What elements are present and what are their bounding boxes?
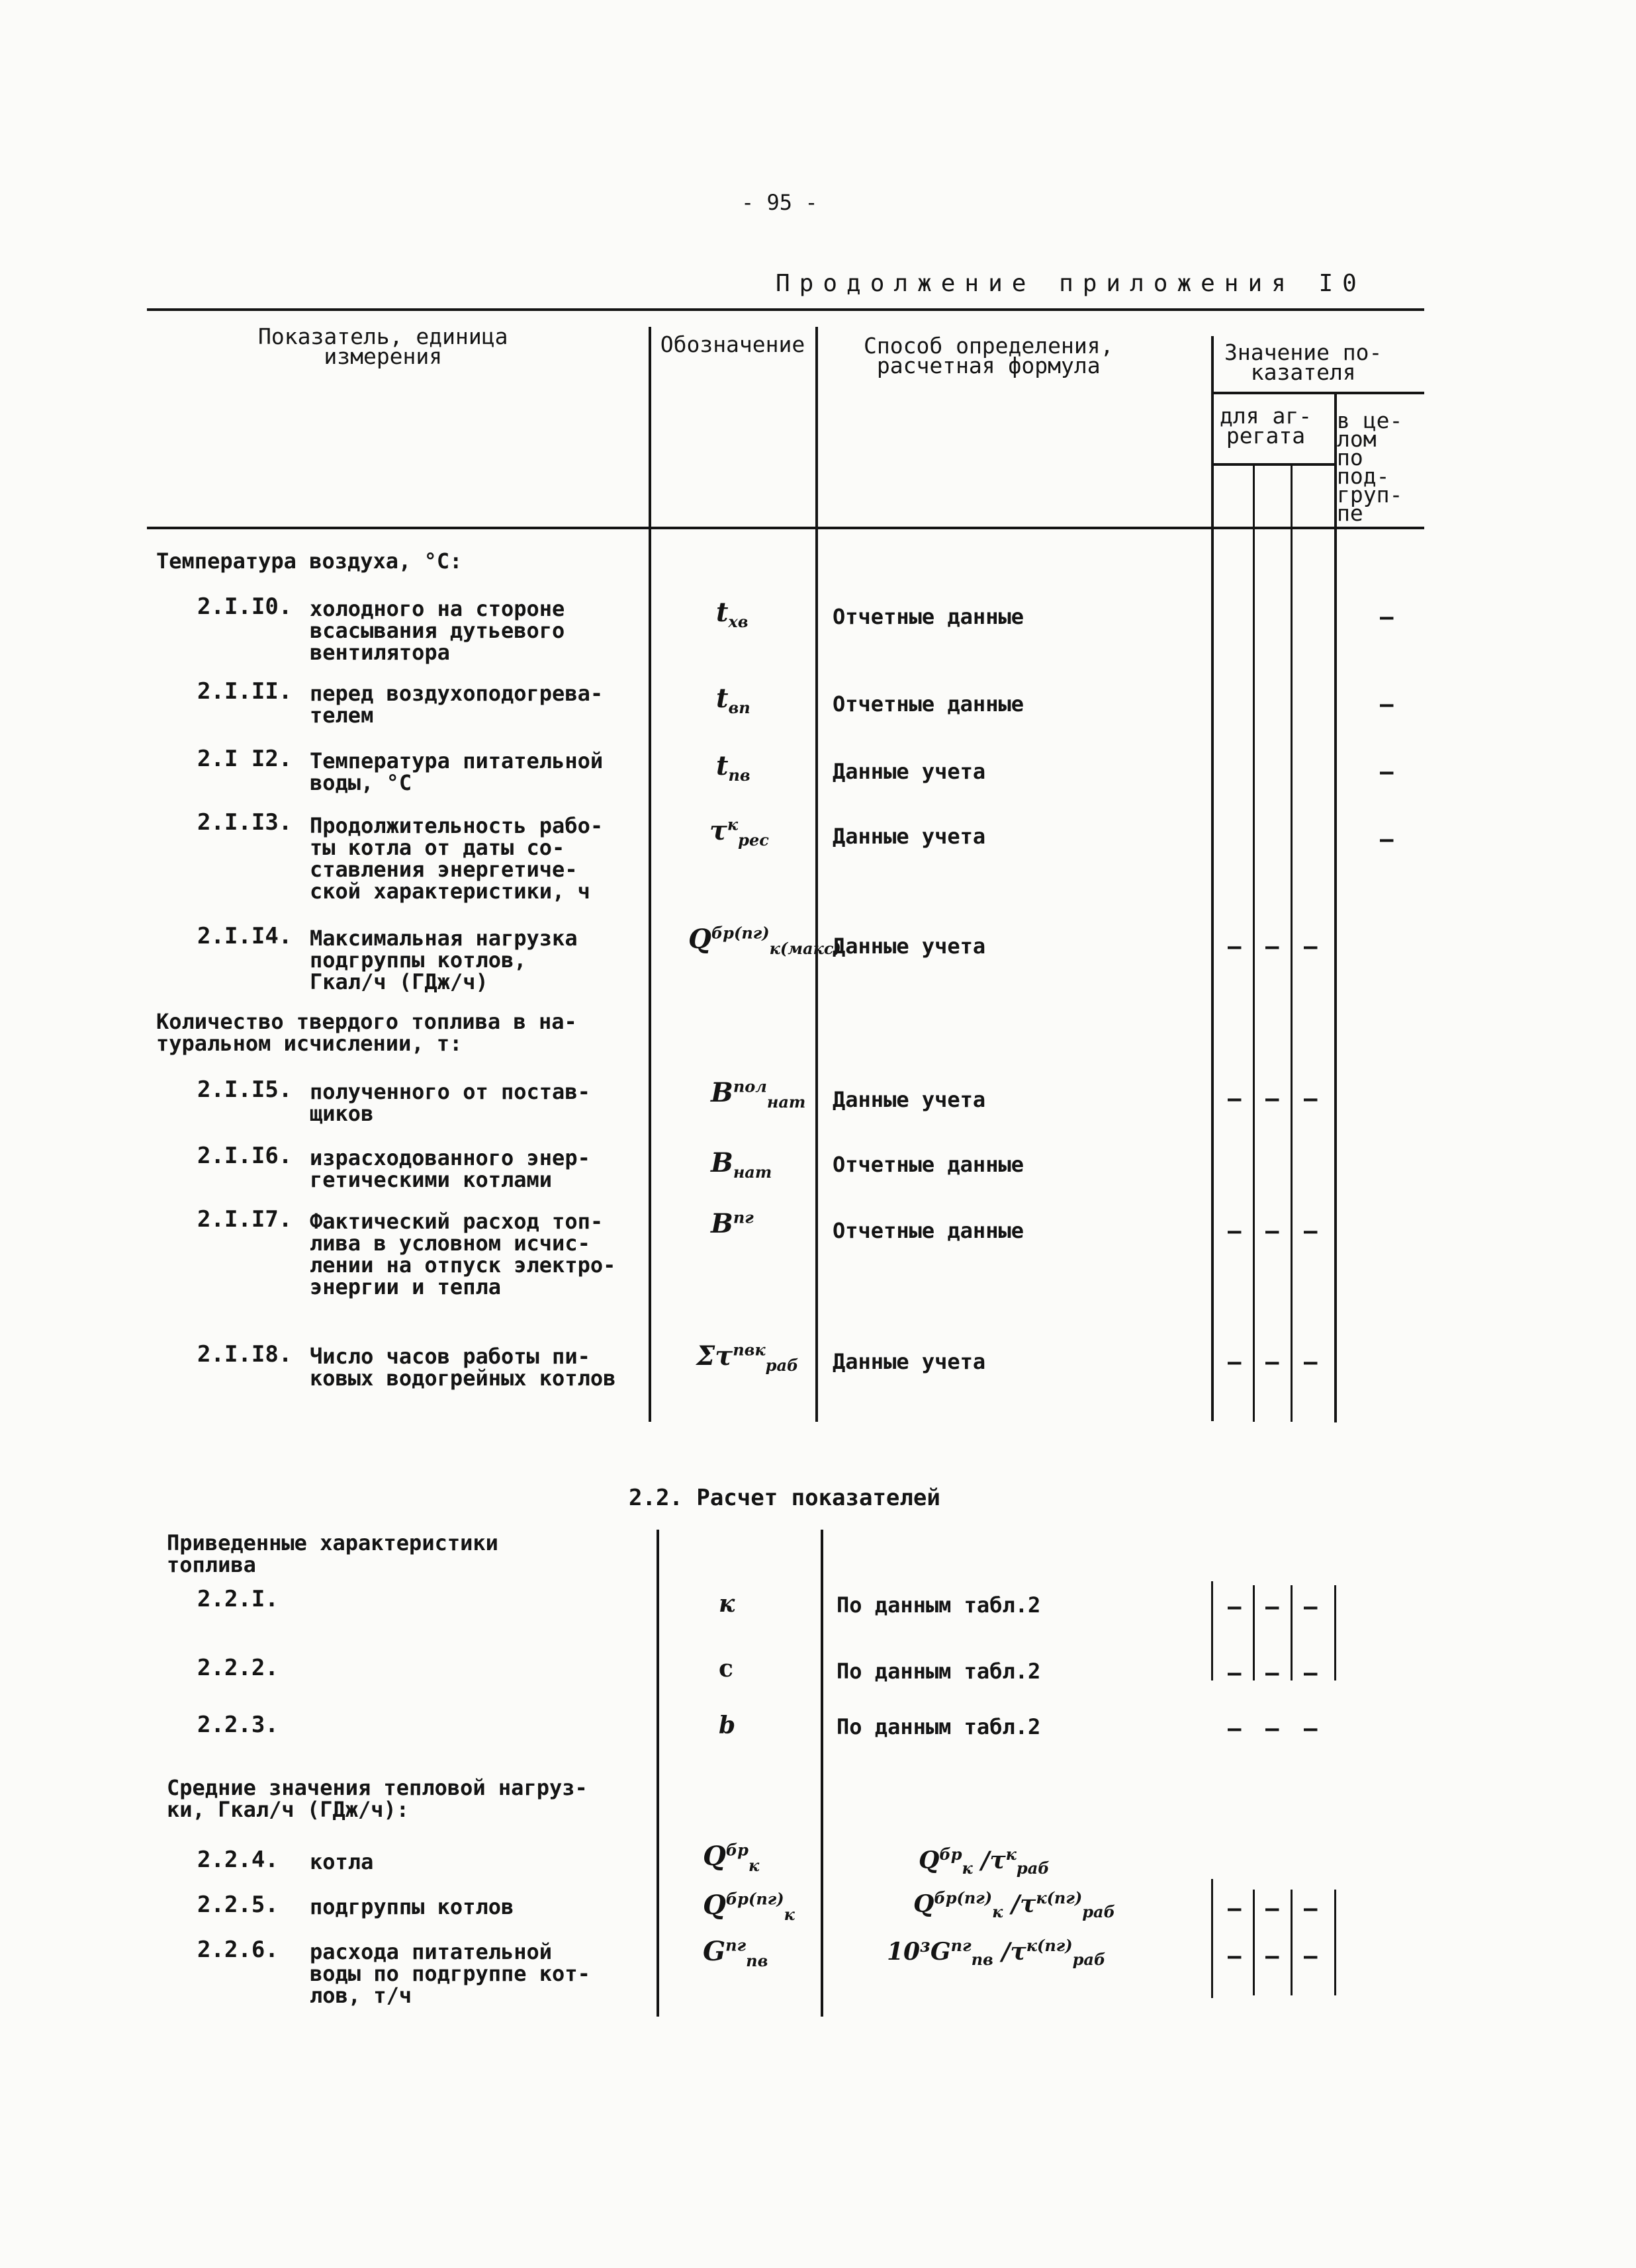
row-text: израсходованного энер- гетическими котлами [310, 1145, 590, 1192]
symbol-q-max: $Q^{бр(пг)}_{к(макс)}$ [688, 923, 841, 958]
col-sep-3 [1211, 336, 1214, 1421]
row-method: По данным табл.2 [837, 1714, 1041, 1739]
row-method: По данным табл.2 [837, 1592, 1041, 1618]
s2-col-sep-1 [657, 1530, 659, 2017]
symbol-b-consumed: $B_{нат}$ [711, 1147, 772, 1182]
header-value: Значение по- казателя [1224, 339, 1383, 385]
row-text: Фактический расход топ- лива в условном исчис- лении на отпуск электро- энергии и тепла [310, 1209, 616, 1299]
value-dash: – [1265, 1660, 1279, 1686]
row-method: Отчетные данные [833, 604, 1024, 629]
value-dash: – [1228, 1594, 1242, 1620]
value-header-rule [1211, 392, 1424, 394]
value-dash: – [1228, 1086, 1242, 1112]
value-dash: – [1228, 1349, 1242, 1375]
col-sep-4 [1334, 394, 1337, 1422]
symbol-t-feed-water: $t_{пв}$ [716, 750, 750, 785]
value-dash: – [1304, 934, 1318, 960]
row-number: 2.I.I4. [197, 923, 293, 949]
symbol-g-feed-water: $G^{пг}_{пв}$ [703, 1935, 768, 1970]
s2-col-sep-3a [1211, 1581, 1213, 1680]
value-dash: – [1228, 1716, 1242, 1742]
value-dash: – [1228, 1660, 1242, 1686]
value-dash: – [1265, 1349, 1279, 1375]
value-dash: – [1265, 1896, 1279, 1922]
value-dash: – [1228, 1943, 1242, 1970]
row-method: Данные учета [833, 1087, 986, 1112]
s2-col-sep-4b [1334, 1890, 1336, 1995]
page-number: - 95 - [741, 190, 818, 215]
row-text: Число часов работы пи- ковых водогрейных котлов [310, 1344, 616, 1391]
symbol-b-received: $B^{пол}_{нат}$ [711, 1076, 806, 1112]
symbol-k: к [719, 1590, 735, 1618]
formula-q-boiler: $Q^{бр}_к$ $/\tau^к_{раб}$ [919, 1845, 1050, 1878]
group-average-load: Средние значения тепловой нагруз- ки, Гкал/ч (ГДж/ч): [167, 1775, 588, 1822]
section-2-title: 2.2. Расчет показателей [629, 1485, 940, 1511]
row-number: 2.2.I. [197, 1586, 279, 1612]
row-text: Продолжительность рабо- ты котла от даты со- ставления энергетиче- ской характеристики, ч [310, 813, 604, 904]
symbol-b-actual: $B^{пг}$ [711, 1207, 754, 1239]
unit-sub-sep-1 [1253, 466, 1255, 1422]
row-text: полученного от постав- щиков [310, 1079, 590, 1126]
row-method: Данные учета [833, 934, 986, 959]
row-method: Отчетные данные [833, 691, 1024, 717]
row-number: 2.2.2. [197, 1655, 279, 1681]
value-dash: – [1380, 759, 1394, 785]
value-dash: – [1380, 826, 1394, 853]
row-number: 2.I.I5. [197, 1076, 293, 1103]
group-fuel-characteristics: Приведенные характеристики топлива [167, 1530, 498, 1577]
row-number: 2.2.5. [197, 1892, 279, 1918]
symbol-t-cold-air: $t_{хв}$ [716, 597, 749, 631]
row-method: По данным табл.2 [837, 1659, 1041, 1684]
row-number: 2.I.I0. [197, 593, 293, 620]
s2-unit-sep-1b [1253, 1890, 1255, 1995]
header-method: Способ определения, расчетная формула [864, 333, 1114, 378]
symbol-t-air-heater: $t_{вп}$ [716, 683, 750, 717]
value-dash: – [1265, 1716, 1279, 1742]
row-method: Отчетные данные [833, 1218, 1024, 1243]
value-dash: – [1380, 604, 1394, 631]
s2-col-sep-4a [1334, 1585, 1336, 1680]
row-number: 2.2.4. [197, 1847, 279, 1873]
row-method: Данные учета [833, 1349, 986, 1374]
row-number: 2.I.I6. [197, 1143, 293, 1169]
row-method: Данные учета [833, 824, 986, 849]
value-dash: – [1304, 1896, 1318, 1922]
col-sep-1 [649, 327, 651, 1422]
row-text: холодного на стороне всасывания дутьевого вентилятора [310, 596, 565, 665]
symbol-tau-res: $\tau^к_{рес}$ [709, 814, 769, 850]
row-number: 2.I.I7. [197, 1206, 293, 1233]
symbol-q-subgroup: $Q^{бр(пг)}_к$ [703, 1889, 795, 1924]
row-text: Максимальная нагрузка подгруппы котлов, Гкал/ч (ГДж/ч) [310, 926, 578, 994]
unit-header-rule [1211, 463, 1337, 466]
s2-unit-sep-2b [1291, 1890, 1293, 1995]
value-dash: – [1304, 1943, 1318, 1970]
header-per-subgroup: в це- лом по под- груп- пе [1337, 408, 1403, 526]
value-dash: – [1228, 934, 1242, 960]
row-method: Отчетные данные [833, 1152, 1024, 1177]
value-dash: – [1265, 1086, 1279, 1112]
header-symbol: Обозначение [660, 331, 805, 357]
row-number: 2.I.I8. [197, 1341, 293, 1368]
unit-sub-sep-2 [1291, 466, 1293, 1422]
row-number: 2.I.II. [197, 678, 293, 705]
symbol-q-boiler: $Q^{бр}_к$ [703, 1840, 760, 1875]
value-dash: – [1228, 1896, 1242, 1922]
row-number: 2.I I2. [197, 746, 293, 772]
group-air-temperature: Температура воздуха, °C: [156, 548, 463, 574]
row-method: Данные учета [833, 759, 986, 784]
header-indicator: Показатель, единица измерения [258, 324, 508, 369]
s2-unit-sep-1a [1253, 1585, 1255, 1680]
row-text: котла [310, 1849, 374, 1874]
continuation-caption: Продолжение приложения I0 [776, 270, 1366, 297]
symbol-c: с [719, 1655, 733, 1682]
value-dash: – [1380, 691, 1394, 718]
value-dash: – [1304, 1594, 1318, 1620]
value-dash: – [1265, 1943, 1279, 1970]
row-text: расхода питательной воды по подгруппе кот- лов, т/ч [310, 1939, 590, 2008]
value-dash: – [1265, 1218, 1279, 1244]
value-dash: – [1265, 934, 1279, 960]
value-dash: – [1304, 1716, 1318, 1742]
s2-col-sep-2 [821, 1530, 823, 2017]
s2-unit-sep-2a [1291, 1585, 1293, 1680]
formula-q-subgroup: $Q^{бр(пг)}_к$ $/\tau^{к(пг)}_{раб}$ [913, 1888, 1115, 1922]
value-dash: – [1304, 1349, 1318, 1375]
value-dash: – [1304, 1086, 1318, 1112]
group-solid-fuel: Количество твердого топлива в на- туральном исчислении, т: [156, 1009, 577, 1056]
value-dash: – [1304, 1660, 1318, 1686]
symbol-sum-tau: $\Sigma\tau^{пвк}_{раб}$ [696, 1340, 799, 1375]
row-number: 2.2.3. [197, 1712, 279, 1738]
row-number: 2.2.6. [197, 1937, 279, 1963]
value-dash: – [1304, 1218, 1318, 1244]
row-text: подгруппы котлов [310, 1894, 514, 1919]
value-dash: – [1265, 1594, 1279, 1620]
row-text: перед воздухоподогрева- телем [310, 681, 604, 728]
s2-col-sep-3b [1211, 1879, 1213, 1998]
symbol-b: b [719, 1712, 736, 1739]
header-per-unit: для аг- регата [1220, 403, 1312, 449]
col-sep-2 [815, 327, 818, 1422]
row-number: 2.I.I3. [197, 809, 293, 836]
header-bottom-rule [147, 527, 1424, 529]
formula-g-feed-water: $10^3G^{пг}_{пв}$ $/\tau^{к(пг)}_{раб}$ [887, 1936, 1106, 1970]
row-text: Температура питательной воды, °C [310, 748, 604, 795]
table-top-rule [147, 308, 1424, 311]
value-dash: – [1228, 1218, 1242, 1244]
